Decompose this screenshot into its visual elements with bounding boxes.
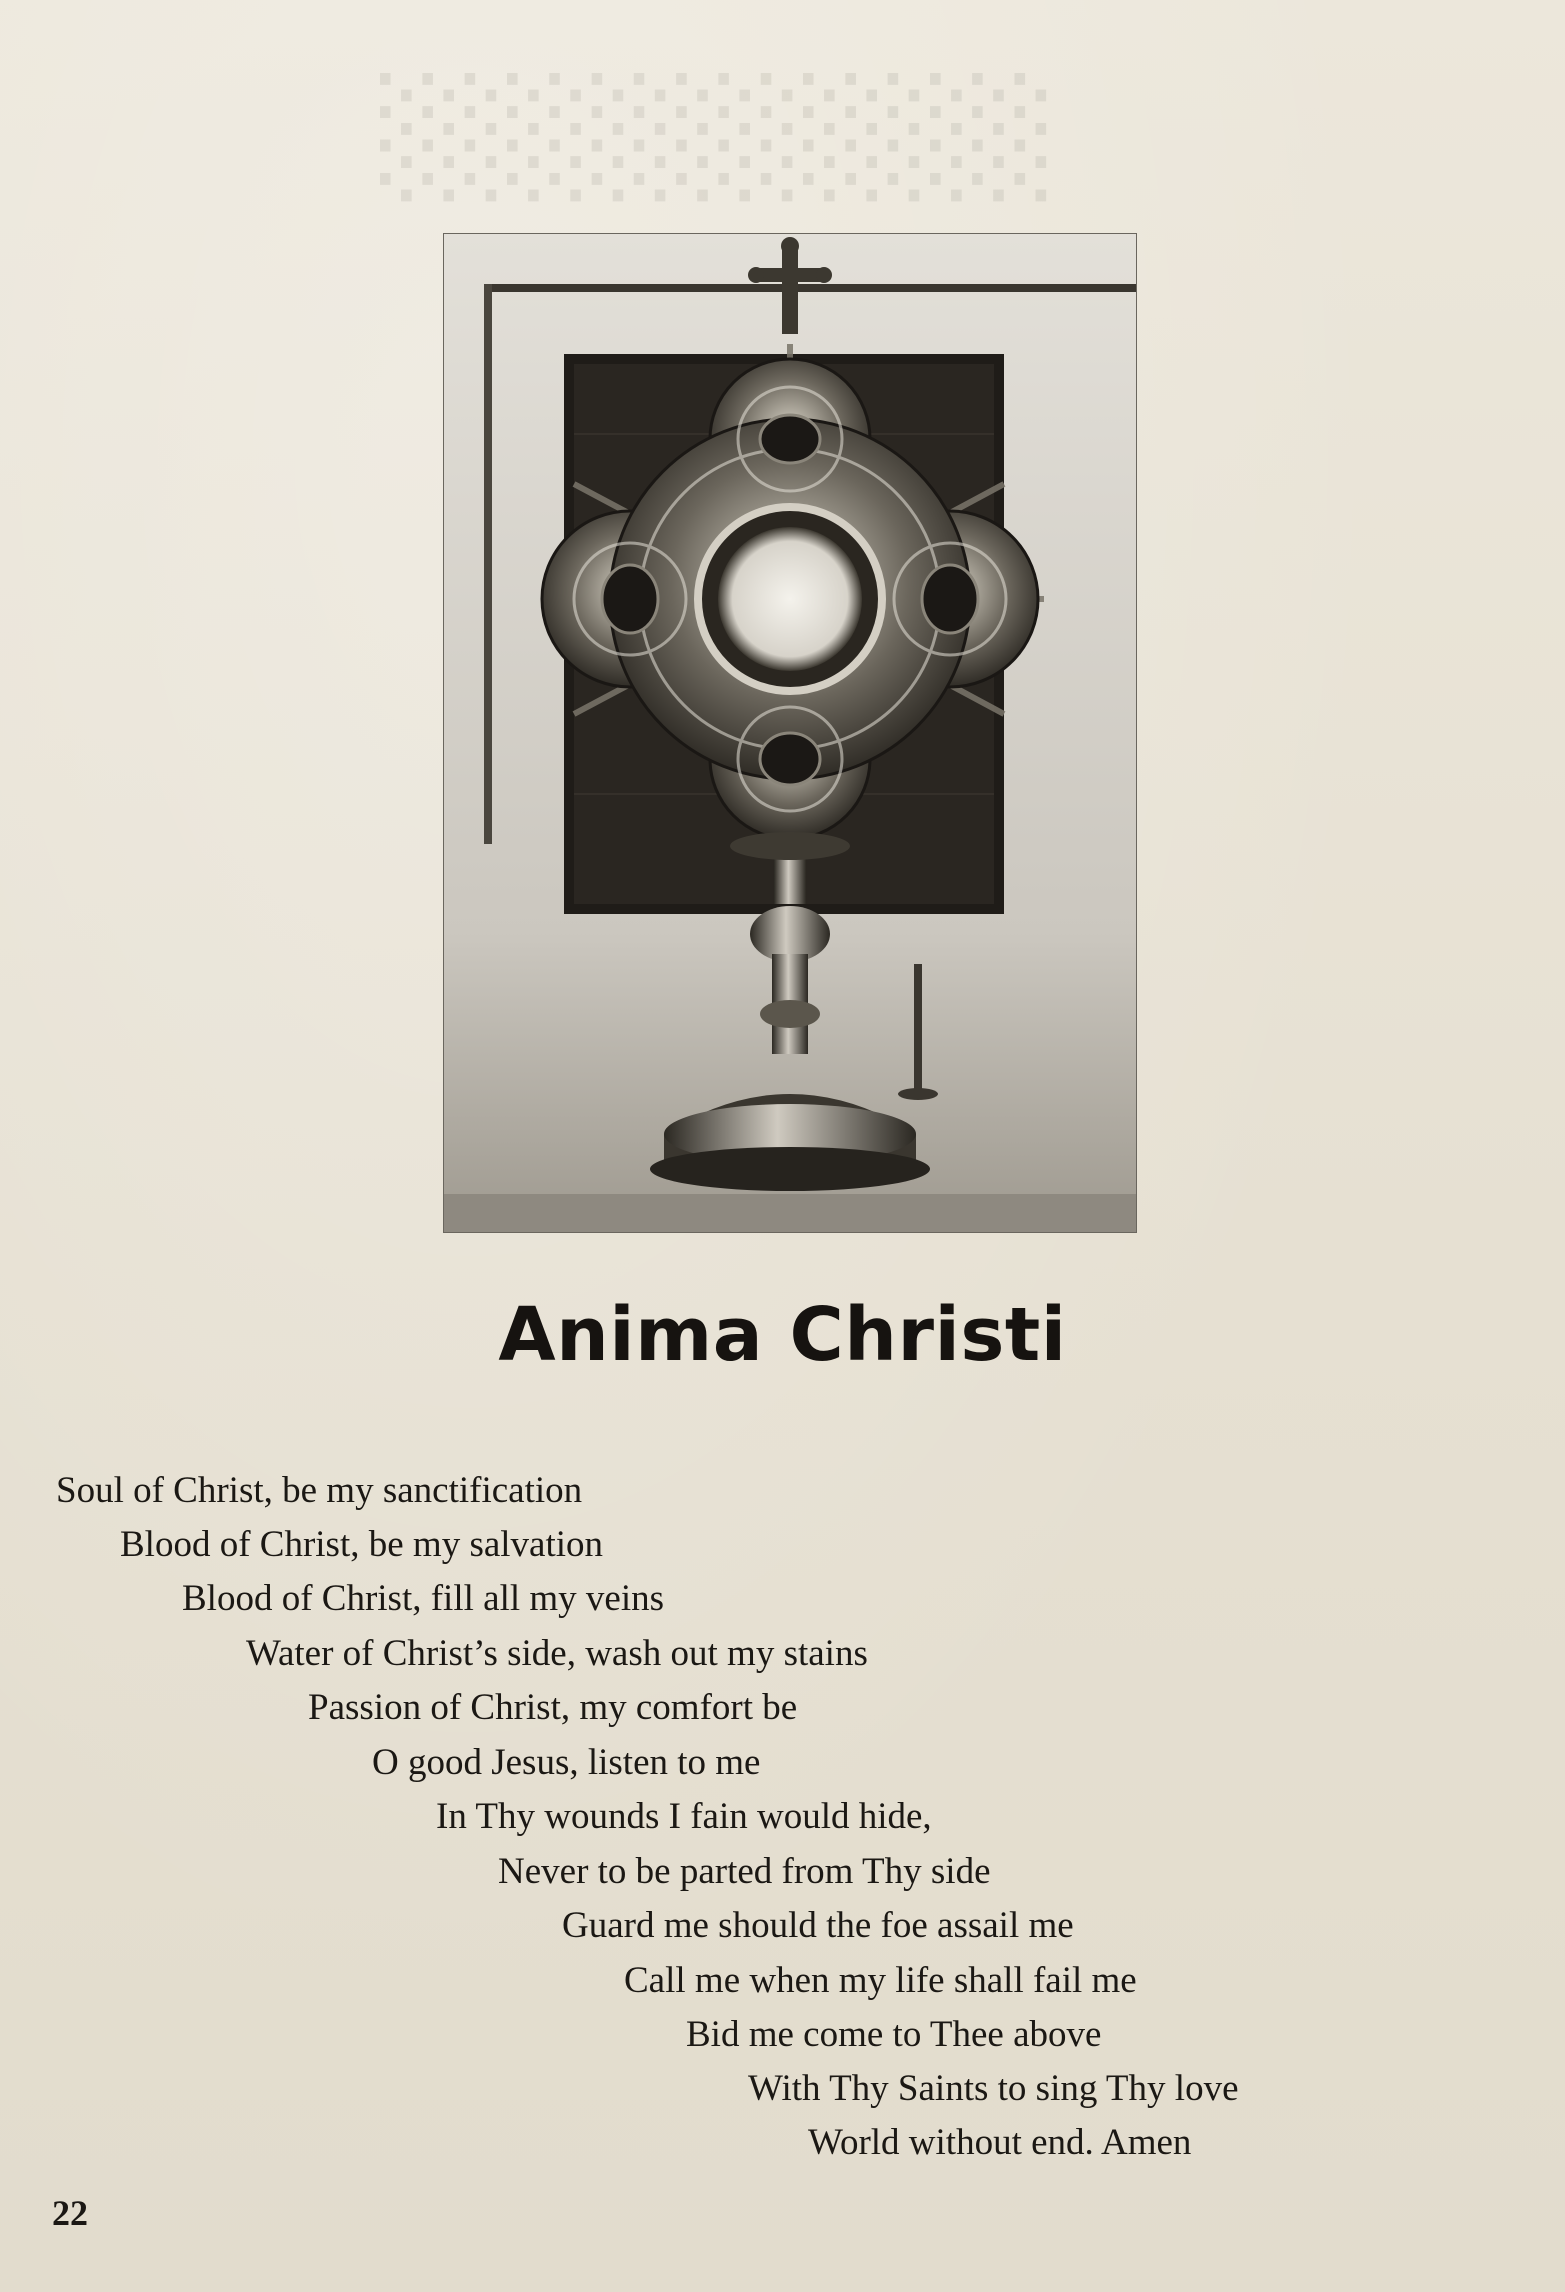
prayer-line: World without end. Amen	[808, 2122, 1192, 2163]
prayer-line: Blood of Christ, fill all my veins	[182, 1578, 665, 1619]
prayer-line: Water of Christ’s side, wash out my stains	[246, 1633, 868, 1674]
monstrance-photo	[444, 234, 1136, 1232]
page-title: Anima Christi	[498, 1292, 1067, 1378]
page-number: 22	[52, 2193, 88, 2233]
prayer-line: Call me when my life shall fail me	[624, 1960, 1137, 2001]
prayer-line: O good Jesus, listen to me	[372, 1742, 761, 1783]
monstrance-illustration	[444, 234, 1136, 1232]
prayer-line: Soul of Christ, be my sanctification	[56, 1470, 583, 1511]
prayer-line: Blood of Christ, be my salvation	[120, 1524, 604, 1565]
prayer-line: In Thy wounds I fain would hide,	[436, 1796, 932, 1837]
prayer-line: Bid me come to Thee above	[686, 2014, 1102, 2055]
show-through-texture: ░░░░░░░░	[380, 73, 1057, 201]
prayer-line: Passion of Christ, my comfort be	[308, 1687, 798, 1728]
prayer-line: With Thy Saints to sing Thy love	[748, 2068, 1239, 2109]
prayer-line: Guard me should the foe assail me	[562, 1905, 1074, 1946]
prayer-line: Never to be parted from Thy side	[498, 1851, 991, 1892]
